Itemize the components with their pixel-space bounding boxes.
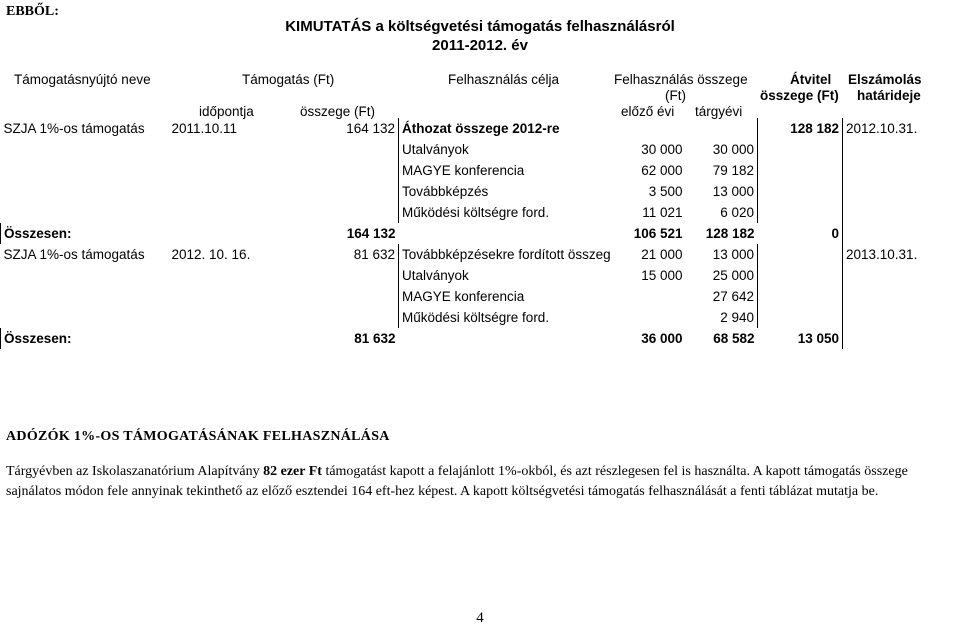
cell-name: SZJA 1%-os támogatás — [1, 118, 169, 139]
ebbol-label: EBBŐL: — [6, 4, 59, 20]
cell-prev: 3 500 — [614, 181, 686, 202]
header-tamogatasnyujto: Támogatásnyújtó neve — [14, 72, 151, 87]
paragraph-text-2: támogatást kapott a felajánlott 1%-okból, és azt részlegesen fel is használta. A kapott támogatás összege sajnálatos módon fele annyinak tekinthető az előző esztendei 164 eft-hez képest. A kapott költségvetési támogatás felhasználását a fenti táblázat mutatja be. — [6, 464, 908, 499]
cell-date — [169, 328, 264, 349]
cell-deadline — [843, 139, 960, 160]
header-elozo-evi: előző évi — [621, 104, 674, 119]
cell-amount — [264, 181, 399, 202]
cell-curr: 79 182 — [686, 160, 758, 181]
cell-date — [169, 202, 264, 223]
cell-curr: 68 582 — [686, 328, 758, 349]
cell-deadline — [843, 181, 960, 202]
cell-deadline — [843, 265, 960, 286]
paragraph-bold-amount: 82 ezer Ft — [263, 464, 322, 479]
cell-prev — [614, 307, 686, 328]
cell-deadline — [843, 160, 960, 181]
header-felhasznalas-osszege: Felhasználás összege — [614, 72, 748, 87]
cell-amount — [264, 139, 399, 160]
cell-curr: 13 000 — [686, 181, 758, 202]
cell-purpose: Működési költségre ford. — [399, 307, 614, 328]
cell-curr: 6 020 — [686, 202, 758, 223]
summary-paragraph — [6, 462, 958, 502]
cell-name: SZJA 1%-os támogatás — [1, 244, 169, 265]
cell-deadline — [843, 202, 960, 223]
cell-amount: 81 632 — [264, 328, 399, 349]
table-row — [1, 202, 960, 223]
table-row — [1, 244, 960, 265]
cell-date — [169, 139, 264, 160]
cell-date — [169, 181, 264, 202]
cell-prev: 36 000 — [614, 328, 686, 349]
cell-name — [1, 160, 169, 181]
cell-name — [1, 265, 169, 286]
cell-prev: 62 000 — [614, 160, 686, 181]
cell-deadline — [843, 307, 960, 328]
cell-transfer — [758, 244, 843, 265]
page-number: 4 — [0, 610, 960, 627]
cell-purpose: Továbbképzés — [399, 181, 614, 202]
header-targyevi: tárgyévi — [695, 104, 742, 119]
cell-amount: 164 132 — [264, 118, 399, 139]
cell-curr: 13 000 — [686, 244, 758, 265]
table-total-row — [1, 328, 960, 349]
paragraph-text-1: Tárgyévben az Iskolaszanatórium Alapítvány — [6, 464, 263, 479]
header-elszamolas: Elszámolás — [848, 72, 922, 87]
cell-transfer — [758, 202, 843, 223]
cell-transfer — [758, 286, 843, 307]
cell-purpose — [399, 223, 614, 244]
cell-name — [1, 286, 169, 307]
cell-transfer — [758, 139, 843, 160]
cell-name: Összesen: — [1, 328, 169, 349]
support-table — [0, 118, 960, 349]
cell-purpose: MAGYE konferencia — [399, 286, 614, 307]
cell-deadline: 2013.10.31. — [843, 244, 960, 265]
table-total-row — [1, 223, 960, 244]
header-atvitel: Átvitel — [790, 72, 831, 87]
cell-amount — [264, 202, 399, 223]
cell-purpose: MAGYE konferencia — [399, 160, 614, 181]
cell-amount — [264, 307, 399, 328]
cell-name — [1, 202, 169, 223]
cell-date — [169, 286, 264, 307]
cell-prev — [614, 286, 686, 307]
cell-curr: 128 182 — [686, 223, 758, 244]
cell-transfer: 0 — [758, 223, 843, 244]
cell-transfer: 13 050 — [758, 328, 843, 349]
header-tamogatas: Támogatás (Ft) — [242, 72, 334, 87]
cell-deadline: 2012.10.31. — [843, 118, 960, 139]
cell-amount — [264, 265, 399, 286]
cell-deadline — [843, 328, 960, 349]
cell-curr: 27 642 — [686, 286, 758, 307]
table-row — [1, 265, 960, 286]
cell-transfer — [758, 307, 843, 328]
cell-name — [1, 307, 169, 328]
cell-purpose — [399, 328, 614, 349]
cell-amount: 164 132 — [264, 223, 399, 244]
cell-name: Összesen: — [1, 223, 169, 244]
table-row — [1, 181, 960, 202]
cell-amount — [264, 160, 399, 181]
table-row — [1, 118, 960, 139]
cell-prev: 30 000 — [614, 139, 686, 160]
header-osszege: összege (Ft) — [300, 104, 375, 119]
table-row — [1, 307, 960, 328]
cell-prev: 15 000 — [614, 265, 686, 286]
cell-transfer: 128 182 — [758, 118, 843, 139]
cell-prev: 21 000 — [614, 244, 686, 265]
cell-purpose: Továbbképzésekre fordított összeg — [399, 244, 614, 265]
cell-transfer — [758, 265, 843, 286]
cell-transfer — [758, 160, 843, 181]
cell-prev: 106 521 — [614, 223, 686, 244]
header-hatarideje: határideje — [857, 88, 921, 103]
cell-curr: 2 940 — [686, 307, 758, 328]
cell-name — [1, 181, 169, 202]
cell-deadline — [843, 286, 960, 307]
cell-curr: 25 000 — [686, 265, 758, 286]
report-year: 2011-2012. év — [0, 37, 960, 54]
cell-prev — [614, 118, 686, 139]
cell-date — [169, 223, 264, 244]
cell-date — [169, 160, 264, 181]
cell-curr — [686, 118, 758, 139]
cell-name — [1, 139, 169, 160]
header-atvitel-osszege: összege (Ft) — [760, 88, 839, 103]
header-felhasznalas-osszege-unit: (Ft) — [665, 88, 686, 103]
cell-date: 2012. 10. 16. — [169, 244, 264, 265]
cell-date: 2011.10.11 — [169, 118, 264, 139]
section-title: ADÓZÓK 1%-OS TÁMOGATÁSÁNAK FELHASZNÁLÁSA — [6, 429, 390, 445]
report-title: KIMUTATÁS a költségvetési támogatás felhasználásról — [0, 18, 960, 35]
cell-purpose: Utalványok — [399, 265, 614, 286]
table-row — [1, 139, 960, 160]
cell-transfer — [758, 181, 843, 202]
cell-purpose: Utalványok — [399, 139, 614, 160]
cell-purpose: Áthozat összege 2012-re — [399, 118, 614, 139]
cell-purpose: Működési költségre ford. — [399, 202, 614, 223]
cell-date — [169, 307, 264, 328]
cell-date — [169, 265, 264, 286]
table-row — [1, 160, 960, 181]
cell-amount: 81 632 — [264, 244, 399, 265]
table-row — [1, 286, 960, 307]
cell-amount — [264, 286, 399, 307]
header-idopontja: időpontja — [199, 104, 254, 119]
cell-deadline — [843, 223, 960, 244]
header-felhasznalas-celja: Felhasználás célja — [448, 72, 559, 87]
cell-curr: 30 000 — [686, 139, 758, 160]
cell-prev: 11 021 — [614, 202, 686, 223]
